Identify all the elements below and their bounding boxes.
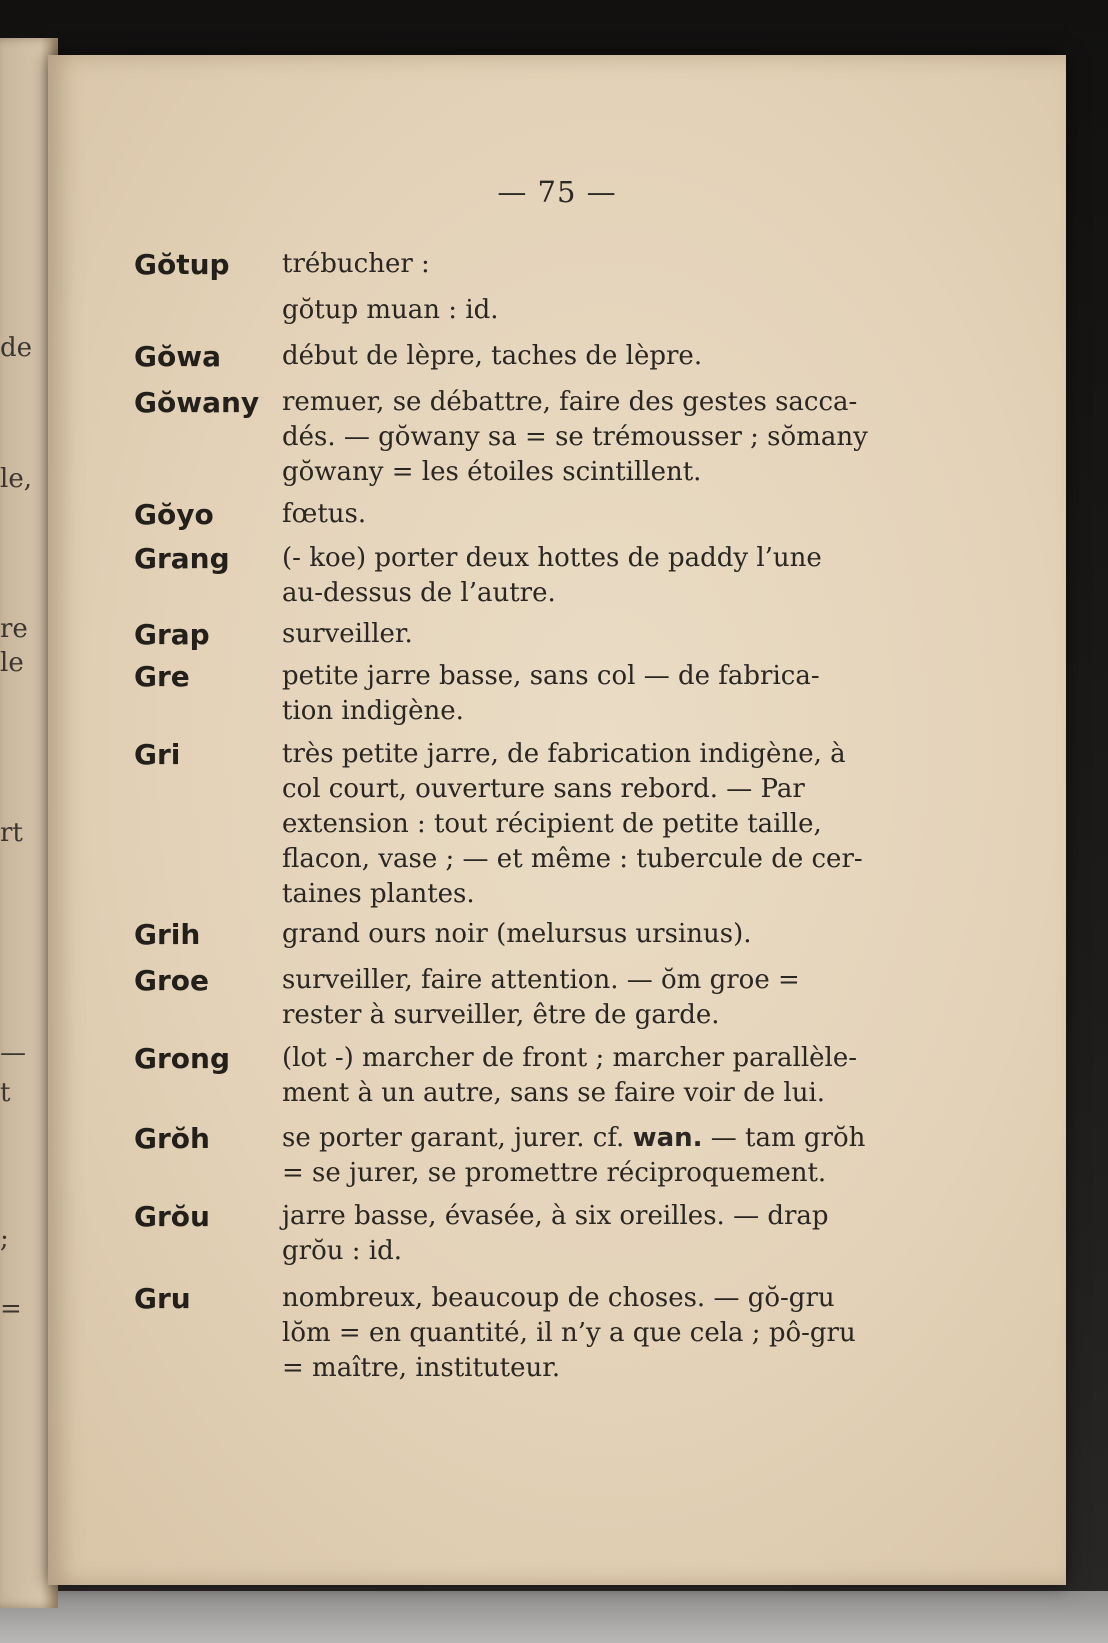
headword: Grap [134,618,210,651]
cross-reference: wan. [632,1123,703,1153]
definition-text: se porter garant, jurer. cf. [282,1123,633,1153]
definition: nombreux, beaucoup de choses. — gŏ-gru lŏm = en quantité, il n’y a que cela ; pô-gru = maître, instituteur. [282,1283,856,1383]
definition: fœtus. [282,499,367,529]
entry-list [134,247,976,1477]
page-number: — 75 — [497,175,617,209]
headword: Grŏh [134,1122,210,1155]
definition-text: — tam grŏh = se jurer, se promettre réciproquement. [282,1123,866,1188]
headword: Gre [134,660,190,693]
headword: Grang [134,542,230,575]
definition: gŏtup muan : id. [282,295,499,325]
left-page-fragment: de [0,333,33,363]
definition: (- koe) porter deux hottes de paddy l’une au-dessus de l’autre. [282,543,822,608]
left-page-fragment: le, [0,464,32,494]
definition: grand ours noir (melursus ursinus). [282,919,752,949]
left-page-fragment: t [0,1078,11,1108]
left-page-fragment: re [0,614,28,644]
headword: Gŏtup [134,248,230,281]
headword: Gŏwany [134,386,260,419]
definition: trébucher : [282,249,430,279]
definition: (lot -) marcher de front ; marcher parallèle- ment à un autre, sans se faire voir de lui. [282,1043,858,1108]
definition: jarre basse, évasée, à six oreilles. — drap grŏu : id. [282,1201,829,1266]
headword: Gŏyo [134,498,214,531]
definition: très petite jarre, de fabrication indigène, à col court, ouverture sans rebord. — Par extension : tout récipient de petite taille, flacon, vase ; — et même : tubercule de cer- taines plantes. [282,739,863,909]
left-page-fragment: — [0,1038,26,1068]
headword: Gŏwa [134,340,221,373]
definition: petite jarre basse, sans col — de fabrica- tion indigène. [282,661,820,726]
definition [282,1121,918,1191]
definition: surveiller, faire attention. — ŏm groe = rester à surveiller, être de garde. [282,965,800,1030]
definition: début de lèpre, taches de lèpre. [282,341,703,371]
headword: Grŏu [134,1200,210,1233]
headword: Grong [134,1042,231,1075]
headword: Grih [134,918,201,951]
headword: Gri [134,738,181,771]
dictionary-page [48,55,1066,1585]
left-page-fragment: rt [0,818,23,848]
headword: Groe [134,964,210,997]
headword: Gru [134,1282,191,1315]
table-surface [0,1591,1108,1643]
left-page-fragment: = [0,1294,22,1324]
definition: surveiller. [282,619,413,649]
definition: remuer, se débattre, faire des gestes sacca- dés. — gŏwany sa = se trémousser ; sŏmany gŏwany = les étoiles scintillent. [282,387,868,487]
left-page-fragment: le [0,648,24,678]
left-page-fragment: ; [0,1224,9,1254]
